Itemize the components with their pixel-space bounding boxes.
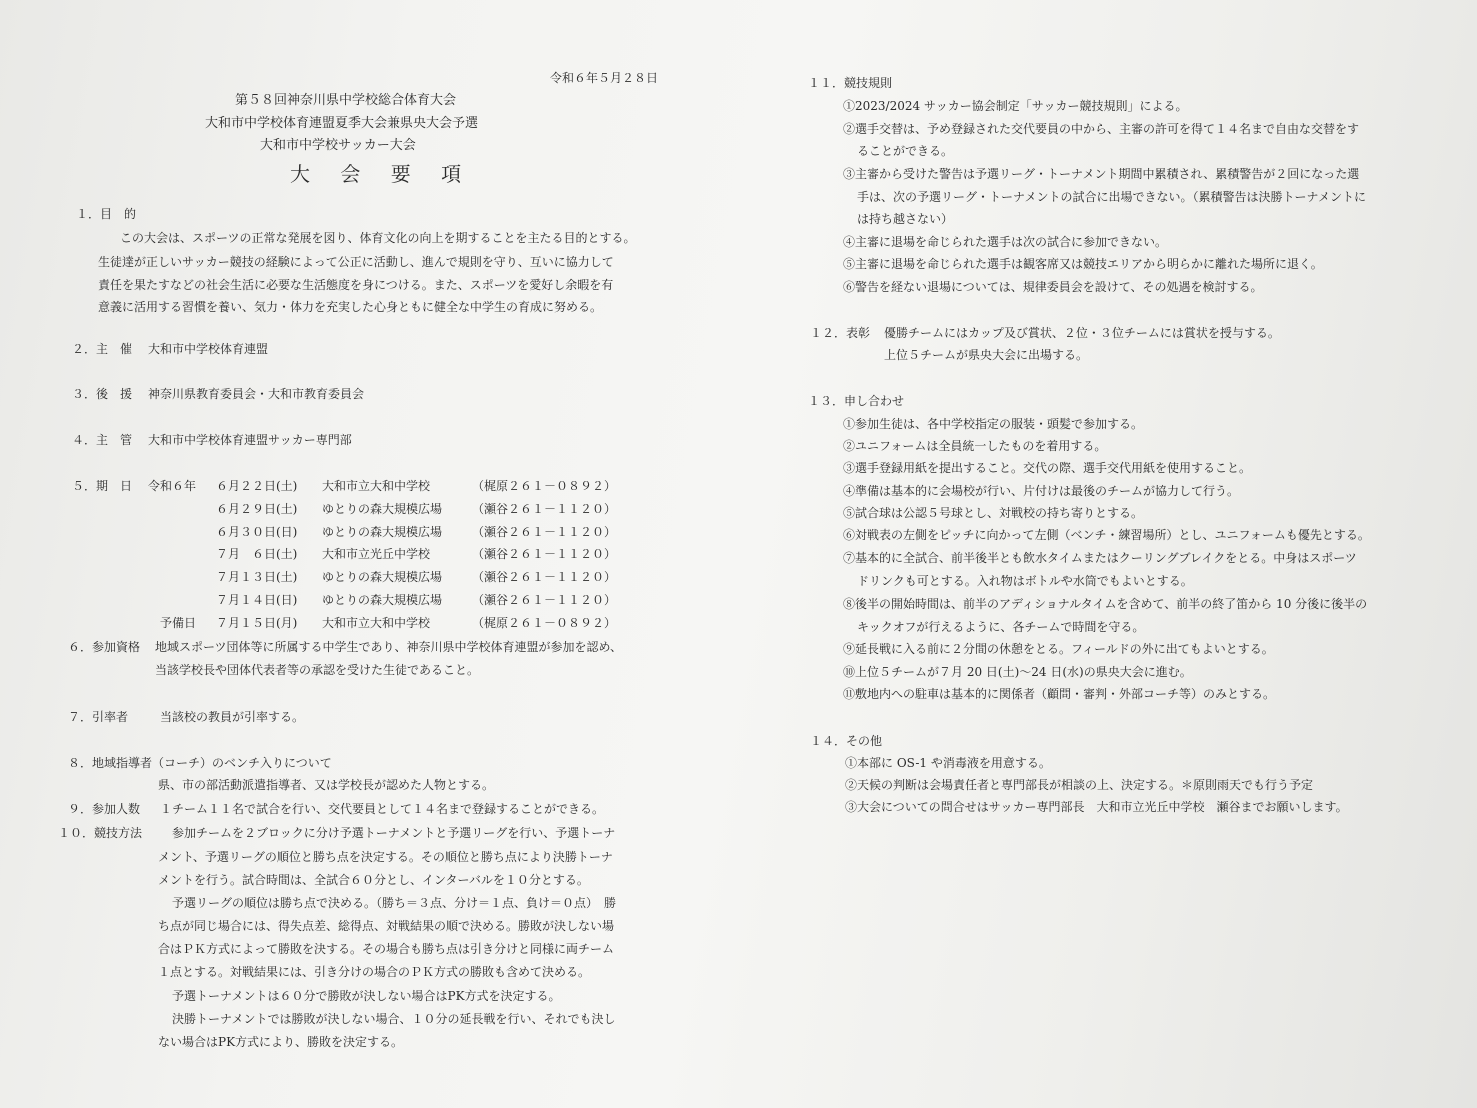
section-10-text: メント、予選リーグの順位と勝ち点を決定する。その順位と勝ち点により決勝トーナ [158, 850, 613, 864]
section-10-text: メントを行う。試合時間は、全試合６０分とし、インターバルを１０分とする。 [158, 873, 589, 887]
section-6-text: 地域スポーツ団体等に所属する中学生であり、神奈川県中学校体育連盟が参加を認め、 [155, 640, 623, 654]
section-2-label: ２．主 催 [72, 342, 133, 356]
section-1-text: 生徒達が正しいサッカー競技の経験によって公正に活動し、進んで規則を守り、互いに協力して [98, 255, 614, 269]
section-11-text: ることができる。 [857, 144, 954, 158]
section-14-text: ②天候の判断は会場責任者と専門部長が相談の上、決定する。＊原則雨天でも行う予定 [845, 778, 1314, 792]
section-13-text: キックオフが行えるように、各チームで時間を守る。 [857, 620, 1145, 634]
section-13-text: ⑩上位５チームが７月 20 日(土)～24 日(水)の県央大会に進む。 [843, 665, 1192, 679]
schedule-venue: ゆとりの森大規模広場 [322, 525, 443, 539]
section-10-text: 参加チームを２ブロックに分け予選トーナメントと予選リーグを行い、予選トーナ [172, 826, 616, 840]
schedule-venue: ゆとりの森大規模広場 [322, 502, 443, 516]
section-11-text: ④主審に退場を命じられた選手は次の試合に参加できない。 [843, 235, 1168, 249]
section-14-label: １４．その他 [810, 734, 883, 748]
section-10-text: 合はＰＫ方式によって勝敗を決する。その場合も勝ち点は引き分けと同様に両チーム [158, 942, 615, 956]
section-10-text: 予選リーグの順位は勝ち点で決める。（勝ち＝３点、分け＝１点、負け＝０点） 勝 [172, 896, 617, 910]
section-4-text: 大和市中学校体育連盟サッカー専門部 [148, 433, 352, 447]
section-13-text: ⑤試合球は公認５号球とし、対戦校の持ち寄りとする。 [843, 506, 1144, 520]
section-9-text: １チーム１１名で試合を行い、交代要員として１４名まで登録することができる。 [160, 802, 605, 816]
section-12-text: 上位５チームが県央大会に出場する。 [884, 348, 1089, 362]
header-line-1: 第５８回神奈川県中学校総合体育大会 [235, 93, 457, 108]
section-10-text: ない場合はPK方式により、勝敗を決定する。 [158, 1035, 404, 1049]
section-13-text: ②ユニフォームは全員統一したものを着用する。 [843, 439, 1107, 453]
schedule-venue: 大和市立光丘中学校 [322, 547, 431, 561]
section-11-label: １１．競技規則 [808, 76, 893, 90]
section-13-text: ⑧後半の開始時間は、前半のアディショナルタイムを含めて、前半の終了笛から 10 分後に後半の [843, 597, 1368, 611]
section-11-text: ①2023/2024 サッカー協会制定「サッカー競技規則」による。 [843, 99, 1188, 113]
section-1-text: 意義に活用する習慣を養い、気力・体力を充実した心身ともに健全な中学生の育成に努める。 [98, 300, 603, 314]
schedule-date: ７月１５日(月) [216, 616, 298, 630]
schedule-contact: （瀬谷２６１－１１２０） [472, 570, 617, 584]
section-2-text: 大和市中学校体育連盟 [148, 342, 269, 356]
section-9-label: ９．参加人数 [68, 802, 141, 816]
section-1-text: 責任を果たすなどの社会生活に必要な生活態度を身につける。また、スポーツを愛好し余暇を有 [98, 278, 614, 292]
section-10-text: １点とする。対戦結果には、引き分けの場合のＰＫ方式の勝敗も含めて決める。 [158, 965, 591, 979]
section-8-text: 県、市の部活動派遣指導者、又は学校長が認めた人物とする。 [158, 778, 495, 792]
schedule-date: ６月３０日(日) [216, 525, 298, 539]
schedule-date: ６月２２日(土) [216, 479, 298, 493]
document-date: 令和６年５月２８日 [550, 71, 659, 85]
document-title: 大 会 要 項 [290, 162, 474, 186]
header-line-2: 大和市中学校体育連盟夏季大会兼県央大会予選 [205, 116, 479, 131]
section-7-text: 当該校の教員が引率する。 [160, 710, 305, 724]
section-1-text: この大会は、スポーツの正常な発展を図り、体育文化の向上を期することを主たる目的とする。 [120, 231, 636, 245]
section-4-label: ４．主 管 [72, 433, 133, 447]
section-13-text: ⑪敷地内への駐車は基本的に関係者（顧問・審判・外部コーチ等）のみとする。 [843, 687, 1276, 701]
section-14-text: ③大会についての問合せはサッカー専門部長 大和市立光丘中学校 瀬谷までお願いします。 [845, 800, 1348, 814]
section-10-text: 決勝トーナメントでは勝敗が決しない場合、１０分の延長戦を行い、それでも決し [172, 1012, 616, 1026]
section-13-text: ④準備は基本的に会場校が行い、片付けは最後のチームが協力して行う。 [843, 484, 1240, 498]
header-line-3: 大和市中学校サッカー大会 [260, 138, 416, 153]
section-12-label: １２．表彰 [810, 326, 871, 340]
section-12-text: 優勝チームにはカップ及び賞状、２位・３位チームには賞状を授与する。 [884, 326, 1280, 340]
section-5-era: 令和６年 [148, 479, 197, 493]
section-11-text: 手は、次の予選リーグ・トーナメントの試合に出場できない。（累積警告は決勝トーナメントに [857, 190, 1367, 204]
schedule-date: ７月１３日(土) [216, 570, 298, 584]
section-3-text: 神奈川県教育委員会・大和市教育委員会 [148, 387, 365, 401]
section-13-text: ドリンクも可とする。入れ物はボトルや水筒でもよいとする。 [857, 574, 1193, 588]
section-3-label: ３．後 援 [72, 387, 133, 401]
schedule-contact: （梶原２６１－０８９２） [472, 616, 617, 630]
section-13-text: ③選手登録用紙を提出すること。交代の際、選手交代用紙を使用すること。 [843, 461, 1252, 475]
schedule-date: ７月 ６日(土) [216, 547, 298, 561]
section-8-label: ８．地域指導者（コーチ）のベンチ入りについて [68, 756, 332, 770]
section-11-text: は持ち越さない） [857, 212, 954, 226]
schedule-contact: （瀬谷２６１－１１２０） [472, 547, 617, 561]
section-11-text: ⑥警告を経ない退場については、規律委員会を設けて、その処遇を検討する。 [843, 280, 1263, 294]
section-7-label: ７．引率者 [68, 710, 129, 724]
section-6-text: 当該学校長や団体代表者等の承認を受けた生徒であること。 [155, 663, 480, 677]
section-14-text: ①本部に OS-1 や消毒液を用意する。 [845, 756, 1051, 770]
schedule-venue: ゆとりの森大規模広場 [322, 570, 443, 584]
schedule-date: ６月２９日(土) [216, 502, 298, 516]
section-13-label: １３．申し合わせ [808, 394, 905, 408]
schedule-venue: 大和市立大和中学校 [322, 479, 431, 493]
schedule-date: ７月１４日(日) [216, 593, 298, 607]
section-10-text: ち点が同じ場合には、得失点差、総得点、対戦結果の順で決める。勝敗が決しない場 [158, 919, 615, 933]
section-11-text: ⑤主審に退場を命じられた選手は観客席又は競技エリアから明らかに離れた場所に退く。 [843, 257, 1323, 271]
section-6-label: ６．参加資格 [68, 640, 141, 654]
section-13-text: ⑥対戦表の左側をピッチに向かって左側（ベンチ・練習場所）とし、ユニフォームも優先とする。 [843, 528, 1370, 542]
section-13-text: ⑨延長戦に入る前に２分間の休憩をとる。フィールドの外に出てもよいとする。 [843, 642, 1274, 656]
section-13-text: ⑦基本的に全試合、前半後半とも飲水タイムまたはクーリングブレイクをとる。中身はスポーツ [843, 551, 1357, 565]
section-10-label: １０．競技方法 [58, 826, 143, 840]
section-1-label: １．目 的 [76, 207, 137, 221]
section-5-label: ５．期 日 [72, 479, 133, 493]
schedule-reserve-label: 予備日 [160, 616, 197, 630]
section-11-text: ③主審から受けた警告は予選リーグ・トーナメント期間中累積され、累積警告が２回になった選 [843, 167, 1360, 181]
schedule-contact: （梶原２６１－０８９２） [472, 479, 617, 493]
schedule-contact: （瀬谷２６１－１１２０） [472, 525, 617, 539]
schedule-venue: 大和市立大和中学校 [322, 616, 431, 630]
schedule-venue: ゆとりの森大規模広場 [322, 593, 443, 607]
section-10-text: 予選トーナメントは６０分で勝敗が決しない場合はPK方式を決定する。 [172, 989, 561, 1003]
section-11-text: ②選手交替は、予め登録された交代要員の中から、主審の許可を得て１４名まで自由な交替をす [843, 122, 1360, 136]
schedule-contact: （瀬谷２６１－１１２０） [472, 502, 617, 516]
schedule-contact: （瀬谷２６１－１１２０） [472, 593, 617, 607]
section-13-text: ①参加生徒は、各中学校指定の服装・頭髪で参加する。 [843, 417, 1144, 431]
